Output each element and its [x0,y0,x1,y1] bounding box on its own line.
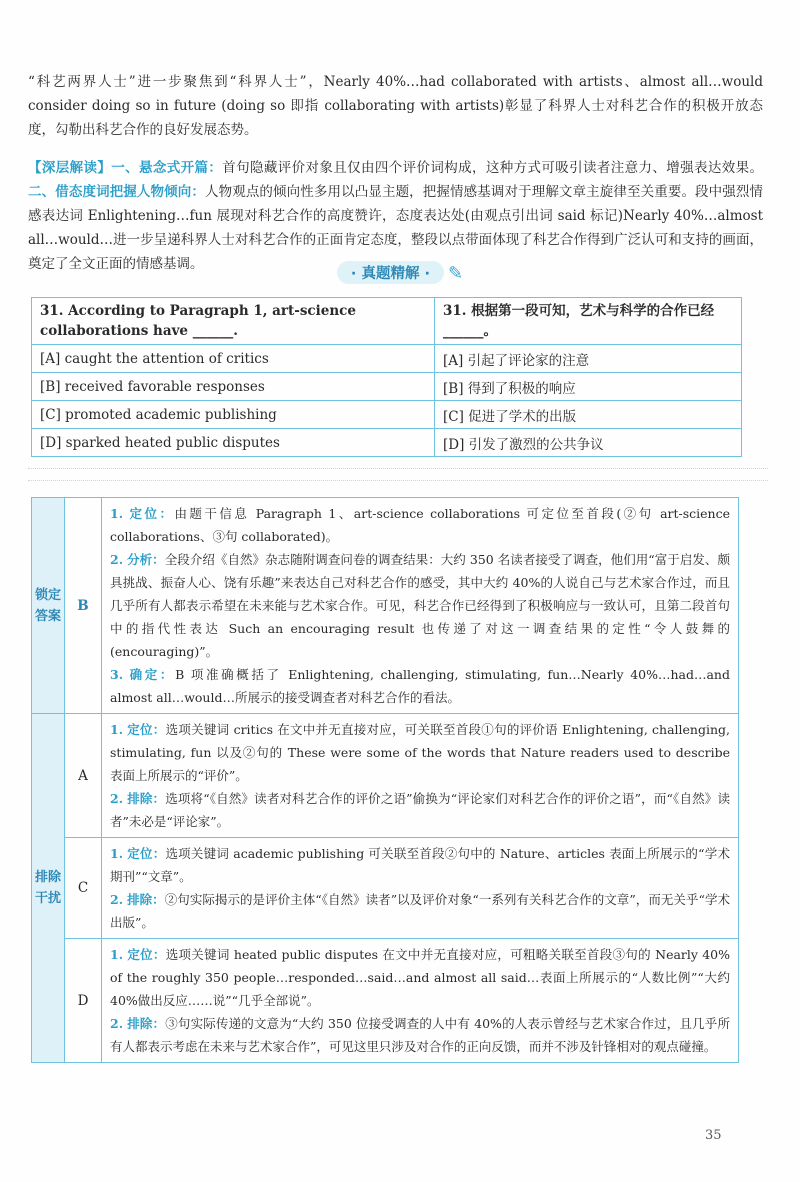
intro-text [28,70,763,276]
page-number: 35 [705,1128,722,1143]
option-d-zh: [D] 引发了激烈的公共争议 [435,429,742,457]
exclude-distractors-label: 排除干扰 [32,714,65,1063]
answer-key: B [65,498,102,714]
option-c-zh: [C] 促进了学术的出版 [435,401,742,429]
answer-table [31,497,739,1063]
option-row-a [32,345,742,373]
answer-confirm-text: B 项准确概括了 Enlightening, challenging, stimulating, fun…Nearly 40%…had…and almost all…would…所展示的接受调查者对科艺合作的看法。 [110,667,730,705]
option-row-b [32,373,742,401]
section-title: · 真题精解 · [337,261,444,284]
option-a-zh: [A] 引起了评论家的注意 [435,345,742,373]
distractor-analysis-c: 1. 定位：选项关键词 academic publishing 可关联至首段②句中的 Nature、articles 表面上所展示的“学术期刊”“文章”。 2. 排除：②句实际揭示的是评价主体“《自然》读者”以及评价对象“一系列有关科艺合作的文章”，而无关乎“学术出版”。 [102,838,739,939]
distractor-row-a [32,714,739,838]
distractor-row-c [32,838,739,939]
attitude-tag: 二、借态度词把握人物倾向： [28,184,205,200]
dotted-divider [28,468,768,469]
option-a-en: [A] caught the attention of critics [32,345,435,373]
deep-reading-text-2: 人物观点的倾向性多用以凸显主题，把握情感基调对于理解文章主旋律至关重要。段中强烈情感表达词 Enlightening…fun 展现对科艺合作的高度赞许，态度表达处(由观点引出词 said 标记)Nearly 40%…almost all…would…进一步呈递科界人士对科艺合作的正面肯定态度，整段以点带面体现了科艺合作得到广泛认可和支持的画面，奠定了全文正面的情感基调。 [28,184,764,272]
answer-locate-text: 由题干信息 Paragraph 1、art-science collaborations 可定位至首段(②句 art-science collaborations、③句 collaborated)。 [110,506,730,544]
distractor-analysis-d: 1. 定位：选项关键词 heated public disputes 在文中并无直接对应，可粗略关联至首段③句的 Nearly 40% of the roughly 350 people…responded…said…and almost all said…表面上所展示的“人数比例”“大约 40%做出反应……说”“几乎全部说”。 2. 排除：③句实际传递的文意为“大约 350 位接受调查的人中有 40%的人表示曾经与艺术家合作过，且几乎所有人都表示考虑在未来与艺术家合作”，可见这里只涉及对合作的正向反馈，而并不涉及针锋相对的观点碰撞。 [102,939,739,1063]
question-stem-row [32,298,742,345]
option-c-en: [C] promoted academic publishing [32,401,435,429]
intro-paragraph-1: “科艺两界人士”进一步聚焦到“科界人士”，Nearly 40%…had collaborated with artists、almost all…would consider doing so in future (doing so 即指 collaborating with artists)彰显了科界人士对科艺合作的积极开放态度，勾勒出科艺合作的良好发展态势。 [28,74,763,138]
answer-analysis: 1. 定位：由题干信息 Paragraph 1、art-science collaborations 可定位至首段(②句 art-science collaborations、③句 collaborated)。 2. 分析：全段介绍《自然》杂志随附调查问卷的调查结果：大约 350 名读者接受了调查，他们用“富于启发、颇具挑战、振奋人心、饶有乐趣”来表达自己对科艺合作的感受，其中大约 40%的人说自己与艺术家合作过，而且几乎所有人都表示希望在未来能与艺术家合作。可见，科艺合作已经得到了积极响应与一致认可，且第二段首句中的指代性表达 Such an encouraging result 也传递了对这一调查结果的定性“令人鼓舞的(encouraging)”。 3. 确定：B 项准确概括了 Enlightening, challenging, stimulating, fun…Nearly 40%…had…and almost all…would…所展示的接受调查者对科艺合作的看法。 [102,498,739,714]
quill-icon: ✎ [448,263,464,284]
answer-row [32,498,739,714]
option-b-en: [B] received favorable responses [32,373,435,401]
option-d-en: [D] sparked heated public disputes [32,429,435,457]
option-b-zh: [B] 得到了积极的响应 [435,373,742,401]
distractor-key-a: A [65,714,102,838]
question-stem-zh: 31. 根据第一段可知，艺术与科学的合作已经______。 [435,298,742,345]
question-stem-en: 31. According to Paragraph 1, art-science collaborations have ______. [32,298,435,345]
option-row-c [32,401,742,429]
option-row-d [32,429,742,457]
distractor-key-c: C [65,838,102,939]
distractor-analysis-a: 1. 定位：选项关键词 critics 在文中并无直接对应，可关联至首段①句的评价语 Enlightening, challenging, stimulating, fun 以及②句的 These were some of the words that Nature readers used to describe 表面上所展示的“评价”。 2. 排除：选项将“《自然》读者对科艺合作的评价之语”偷换为“评论家们对科艺合作的评价之语”，而“《自然》读者”未必是“评论家”。 [102,714,739,838]
dotted-divider [28,480,768,481]
question-table [31,297,742,457]
intro-paragraph-2 [28,156,763,276]
distractor-key-d: D [65,939,102,1063]
deep-reading-tag: 【深层解读】一、悬念式开篇： [28,160,223,176]
distractor-row-d [32,939,739,1063]
lock-answer-label: 锁定答案 [32,498,65,714]
section-banner [0,261,800,284]
answer-analysis-text: 全段介绍《自然》杂志随附调查问卷的调查结果：大约 350 名读者接受了调查，他们用“富于启发、颇具挑战、振奋人心、饶有乐趣”来表达自己对科艺合作的感受，其中大约 40%的人说自己与艺术家合作过，而且几乎所有人都表示希望在未来能与艺术家合作。可见，科艺合作已经得到了积极响应与一致认可，且第二段首句中的指代性表达 Such an encouraging result 也传递了对这一调查结果的定性“令人鼓舞的(encouraging)”。 [110,552,730,659]
deep-reading-text-1: 首句隐藏评价对象且仅由四个评价词构成，这种方式可吸引读者注意力、增强表达效果。 [222,160,763,176]
